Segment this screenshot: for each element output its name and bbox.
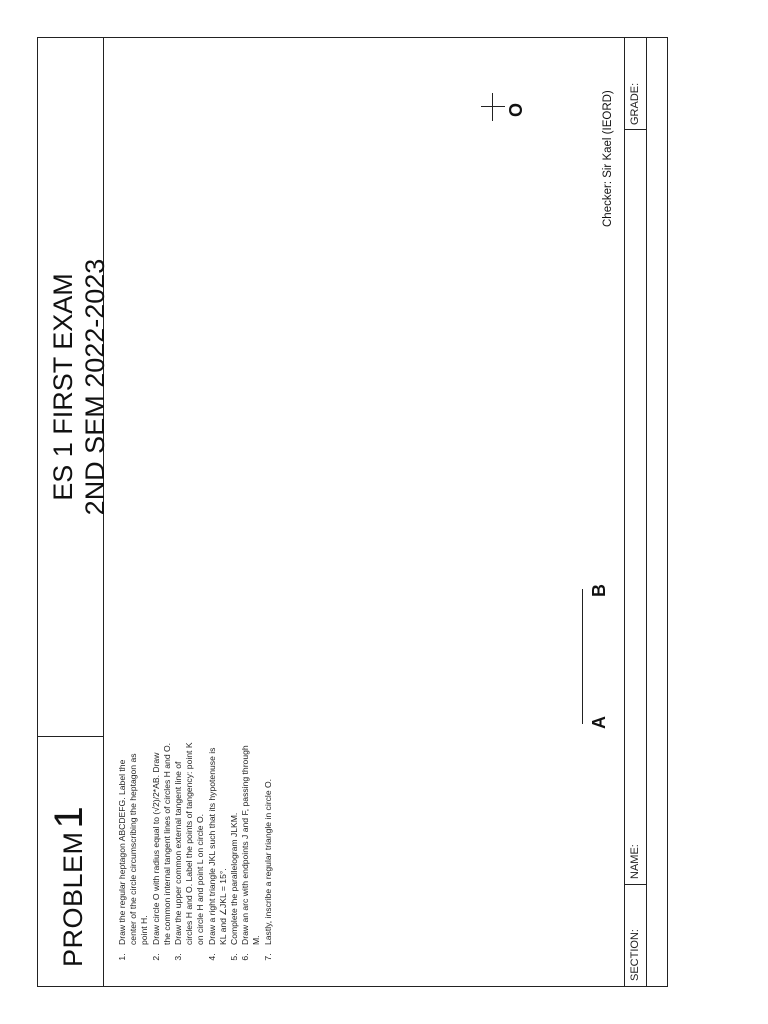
segment-ab (582, 589, 583, 724)
footer-divider (624, 37, 625, 987)
instruction-item: 7. Lastly, inscribe a regular triangle in circle O. (263, 741, 274, 951)
footer-separator-1 (624, 884, 646, 885)
footer-bottom-rule (646, 37, 647, 987)
point-o-crosshair-v (481, 106, 505, 107)
point-o-label: O (506, 102, 526, 117)
point-o-crosshair-h (492, 93, 493, 121)
problem-number: 1 (47, 805, 91, 829)
point-a-label: A (589, 716, 609, 729)
exam-sheet (37, 37, 668, 987)
footer-separator-2 (624, 129, 646, 130)
exam-semester: 2ND SEM 2022-2023 (80, 258, 110, 516)
problem-label: PROBLEM (58, 831, 88, 967)
problem-heading (47, 806, 92, 967)
exam-title: ES 1 FIRST EXAM (48, 273, 78, 501)
header-separator (37, 736, 103, 737)
instruction-item: 2. Draw circle O with radius equal to (√2)/2*AB. Draw the common internal tangent lines of circles H and O. (151, 741, 173, 951)
instruction-item: 4. Draw a right triangle JKL such that its hypotenuse is KL and ∠JKL = 15°. (207, 741, 229, 951)
instructions-list (117, 741, 274, 969)
instruction-item: 3. Draw the upper common external tangent line of circles H and O. Label the points of tangency: point K on circle H and point L on circle O. (173, 741, 207, 951)
name-field-label: NAME: (629, 844, 641, 879)
instruction-item: 5. Complete the parallelogram JLKM. (229, 741, 240, 951)
grade-field-label: GRADE: (629, 82, 641, 125)
instruction-item: 6. Draw an arc with endpoints J and F, passing through M. (240, 741, 262, 951)
point-b-label: B (589, 584, 609, 597)
checker-note: Checker: Sir Kael (IEORD) (602, 90, 614, 227)
section-field-label: SECTION: (629, 929, 641, 981)
instruction-item: 1. Draw the regular heptagon ABCDEFG. Label the center of the circle circumscribing the heptagon as point H. (117, 741, 151, 951)
